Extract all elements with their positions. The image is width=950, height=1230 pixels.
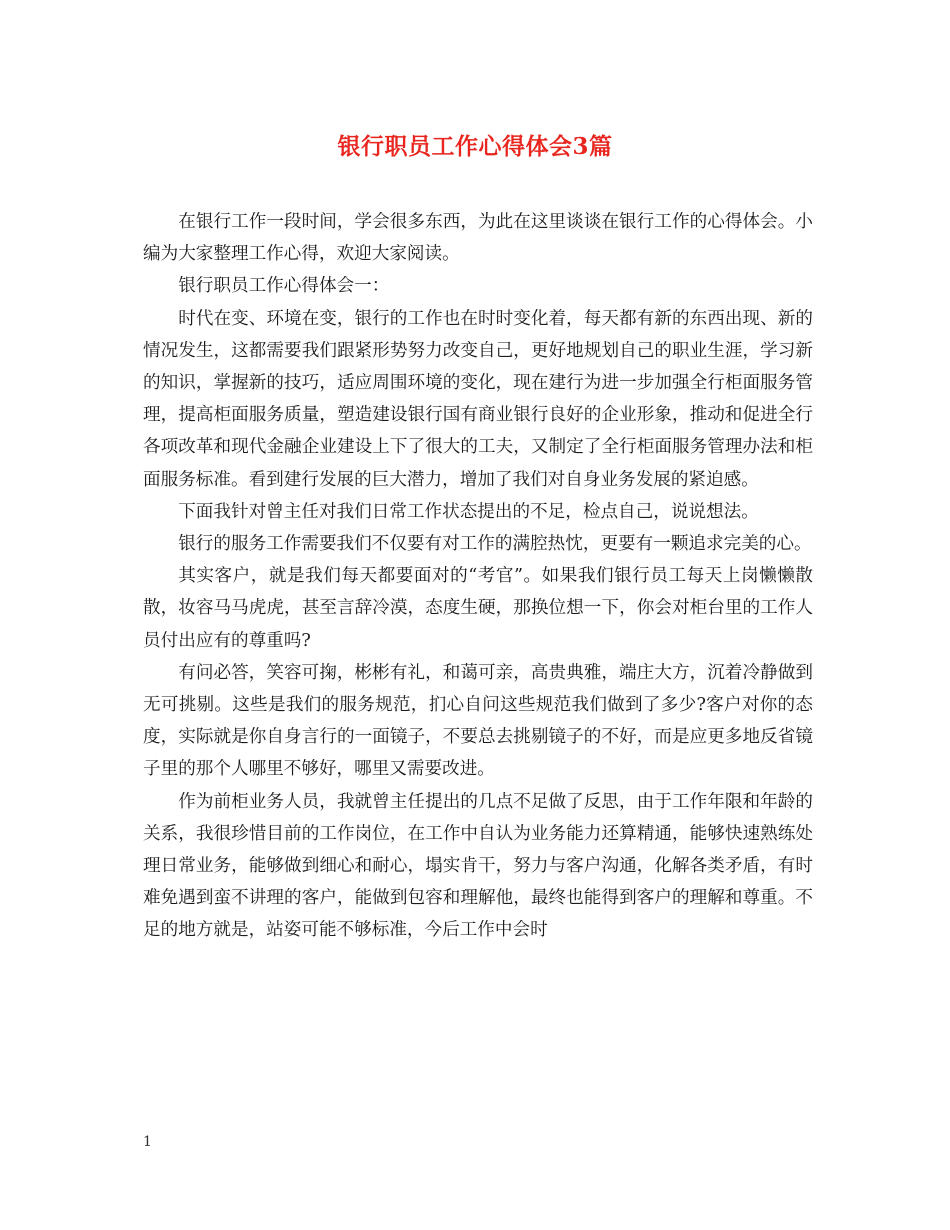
paragraph-intro: 在银行工作一段时间，学会很多东西，为此在这里谈谈在银行工作的心得体会。小编为大家整理工作心得，欢迎大家阅读。 bbox=[143, 212, 813, 265]
paragraph-reflection-intro: 下面我针对曾主任对我们日常工作状态提出的不足，检点自己，说说想法。 bbox=[178, 501, 759, 522]
document-title: 银行职员工作心得体会3篇 bbox=[337, 133, 613, 160]
paragraph-section-heading: 银行职员工作心得体会一： bbox=[178, 276, 390, 297]
paragraph-service-attitude: 银行的服务工作需要我们不仅要有对工作的满腔热忱，更要有一颗追求完美的心。 bbox=[178, 534, 812, 555]
paragraph-customer-examiner: 其实客户，就是我们每天都要面对的“考官”。如果我们银行员工每天上岗懒懒散散，妆容马马虎虎，甚至言辞冷漠，态度生硬，那换位想一下，你会对柜台里的工作人员付出应有的尊重吗? bbox=[143, 566, 813, 651]
paragraph-service-standards: 有问必答，笑容可掬，彬彬有礼，和蔼可亲，高贵典雅，端庄大方，沉着冷静做到无可挑剔。这些是我们的服务规范，扪心自问这些规范我们做到了多少?客户对你的态度，实际就是你自身言行的一面镜子，不要总去挑剔镜子的不好，而是应更多地反省镜子里的那个人哪里不够好，哪里又需要改进。 bbox=[143, 662, 813, 780]
document-body bbox=[143, 206, 813, 947]
page-number: 1 bbox=[143, 1134, 152, 1150]
paragraph-times-change: 时代在变、环境在变，银行的工作也在时时变化着，每天都有新的东西出现、新的情况发生，这都需要我们跟紧形势努力改变自己，更好地规划自己的职业生涯，学习新的知识，掌握新的技巧，适应周围环境的变化，现在建行为进一步加强全行柜面服务管理，提高柜面服务质量，塑造建设银行国有商业银行良好的企业形象，推动和促进全行各项改革和现代金融企业建设上下了很大的工夫，又制定了全行柜面服务管理办法和柜面服务标准。看到建行发展的巨大潜力，增加了我们对自身业务发展的紧迫感。 bbox=[143, 308, 813, 490]
paragraph-self-review: 作为前柜业务人员，我就曾主任提出的几点不足做了反思，由于工作年限和年龄的关系，我很珍惜目前的工作岗位，在工作中自认为业务能力还算精通，能够快速熟练处理日常业务，能够做到细心和耐心，塌实肯干，努力与客户沟通，化解各类矛盾，有时难免遇到蛮不讲理的客户，能做到包容和理解他，最终也能得到客户的理解和尊重。不足的地方就是，站姿可能不够标准，今后工作中会时 bbox=[143, 791, 813, 941]
